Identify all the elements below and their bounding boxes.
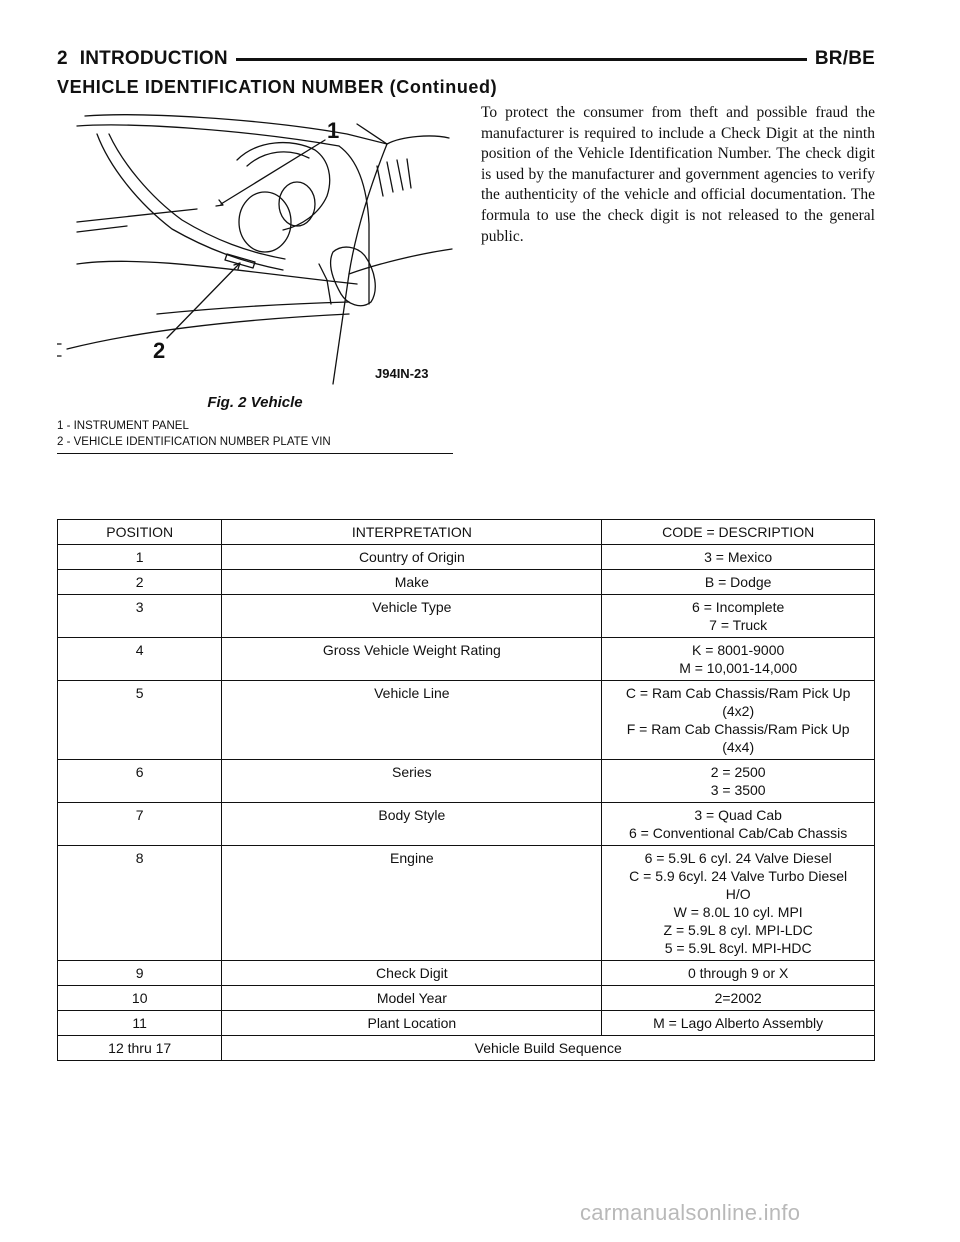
check-digit-paragraph: To protect the consumer from theft and possible fraud the manufacturer is required to include a Check Digit at the ninth position of the Vehicle Identification Number. The check digit is used by the manufacturer and government agencies to verify the authenticity of the vehicle and official documentation. The formula to use the check digit is not released to the general public. [481, 104, 875, 245]
vin-table-body [58, 545, 875, 1061]
vin-table [57, 519, 875, 1061]
callout-2: 2 [153, 338, 166, 363]
cell-code-description [602, 681, 875, 760]
code-line: M = 10,001-14,000 [679, 660, 798, 676]
cell-interpretation: Plant Location [222, 1011, 602, 1036]
cell-position: 7 [58, 803, 222, 846]
page-number: 2 [57, 48, 68, 69]
cell-position: 9 [58, 961, 222, 986]
table-row [58, 1011, 875, 1036]
model-code: BR/BE [814, 48, 875, 69]
cell-position: 6 [58, 760, 222, 803]
cell-interpretation: Make [222, 570, 602, 595]
column-header-interpretation: INTERPRETATION [222, 520, 602, 545]
cell-code-description [602, 638, 875, 681]
code-line: (4x2) [722, 703, 755, 719]
vehicle-illustration [57, 104, 453, 388]
code-line: H/O [725, 886, 751, 902]
cell-position: 4 [58, 638, 222, 681]
cell-interpretation: Vehicle Line [222, 681, 602, 760]
cell-code-description [602, 986, 875, 1011]
cell-position: 11 [58, 1011, 222, 1036]
section-title: INTRODUCTION [79, 48, 228, 69]
code-line: 2 = 2500 [710, 764, 766, 780]
code-line: Z = 5.9L 8 cyl. MPI-LDC [663, 922, 813, 938]
page-subtitle: VEHICLE IDENTIFICATION NUMBER (Continued) [57, 77, 498, 97]
cell-position: 1 [58, 545, 222, 570]
table-header-row [58, 520, 875, 545]
table-row [58, 986, 875, 1011]
cell-code-description [602, 760, 875, 803]
code-line: 7 = Truck [709, 617, 768, 633]
table-row [58, 846, 875, 961]
table-row [58, 681, 875, 760]
code-line: C = Ram Cab Chassis/Ram Pick Up [625, 685, 851, 701]
figure-legend [57, 418, 453, 450]
code-line: (4x4) [722, 739, 755, 755]
code-line: 3 = Mexico [704, 549, 773, 565]
code-line: 0 through 9 or X [687, 965, 789, 981]
vehicle-figure [57, 104, 453, 388]
code-line: M = Lago Alberto Assembly [653, 1015, 824, 1031]
table-row [58, 1036, 875, 1061]
cell-interpretation: Vehicle Type [222, 595, 602, 638]
table-row [58, 595, 875, 638]
cell-interpretation: Country of Origin [222, 545, 602, 570]
table-row [58, 961, 875, 986]
code-line: K = 8001-9000 [692, 642, 785, 658]
figure-caption: Fig. 2 Vehicle [207, 394, 303, 411]
cell-code-description [602, 1011, 875, 1036]
cell-interpretation: Vehicle Build Sequence [222, 1036, 875, 1061]
cell-position: 5 [58, 681, 222, 760]
legend-item: 1 - INSTRUMENT PANEL [57, 420, 189, 432]
legend-item: 2 - VEHICLE IDENTIFICATION NUMBER PLATE VIN [57, 436, 331, 448]
code-line: 3 = Quad Cab [694, 807, 782, 823]
code-line: F = Ram Cab Chassis/Ram Pick Up [626, 721, 850, 737]
column-header-position: POSITION [58, 520, 222, 545]
header-rule [236, 58, 807, 61]
table-row [58, 570, 875, 595]
cell-interpretation: Engine [222, 846, 602, 961]
cell-position: 8 [58, 846, 222, 961]
cell-position: 2 [58, 570, 222, 595]
code-line: 6 = Incomplete [692, 599, 785, 615]
code-line: 3 = 3500 [710, 782, 766, 798]
code-line: C = 5.9 6cyl. 24 Valve Turbo Diesel [629, 868, 848, 884]
cell-code-description [602, 545, 875, 570]
code-line: 6 = Conventional Cab/Cab Chassis [629, 825, 848, 841]
cell-position: 3 [58, 595, 222, 638]
cell-interpretation: Series [222, 760, 602, 803]
code-line: W = 8.0L 10 cyl. MPI [673, 904, 803, 920]
table-row [58, 638, 875, 681]
cell-position: 12 thru 17 [58, 1036, 222, 1061]
cell-code-description [602, 961, 875, 986]
code-line: 6 = 5.9L 6 cyl. 24 Valve Diesel [644, 850, 832, 866]
cell-interpretation: Gross Vehicle Weight Rating [222, 638, 602, 681]
cell-interpretation: Model Year [222, 986, 602, 1011]
figure-code: J94IN-23 [375, 366, 429, 381]
code-line: 5 = 5.9L 8cyl. MPI-HDC [664, 940, 812, 956]
cell-interpretation: Check Digit [222, 961, 602, 986]
table-row [58, 760, 875, 803]
cell-position: 10 [58, 986, 222, 1011]
page-header [57, 46, 875, 72]
code-line: 2=2002 [714, 990, 762, 1006]
column-header-code: CODE = DESCRIPTION [602, 520, 875, 545]
cell-code-description [602, 595, 875, 638]
legend-rule [57, 453, 453, 454]
table-row [58, 803, 875, 846]
cell-interpretation: Body Style [222, 803, 602, 846]
cell-code-description [602, 570, 875, 595]
cell-code-description [602, 846, 875, 961]
cell-code-description [602, 803, 875, 846]
code-line: B = Dodge [704, 574, 772, 590]
table-row [58, 545, 875, 570]
site-watermark: carmanualsonline.info [580, 1200, 801, 1225]
callout-1: 1 [327, 118, 340, 143]
